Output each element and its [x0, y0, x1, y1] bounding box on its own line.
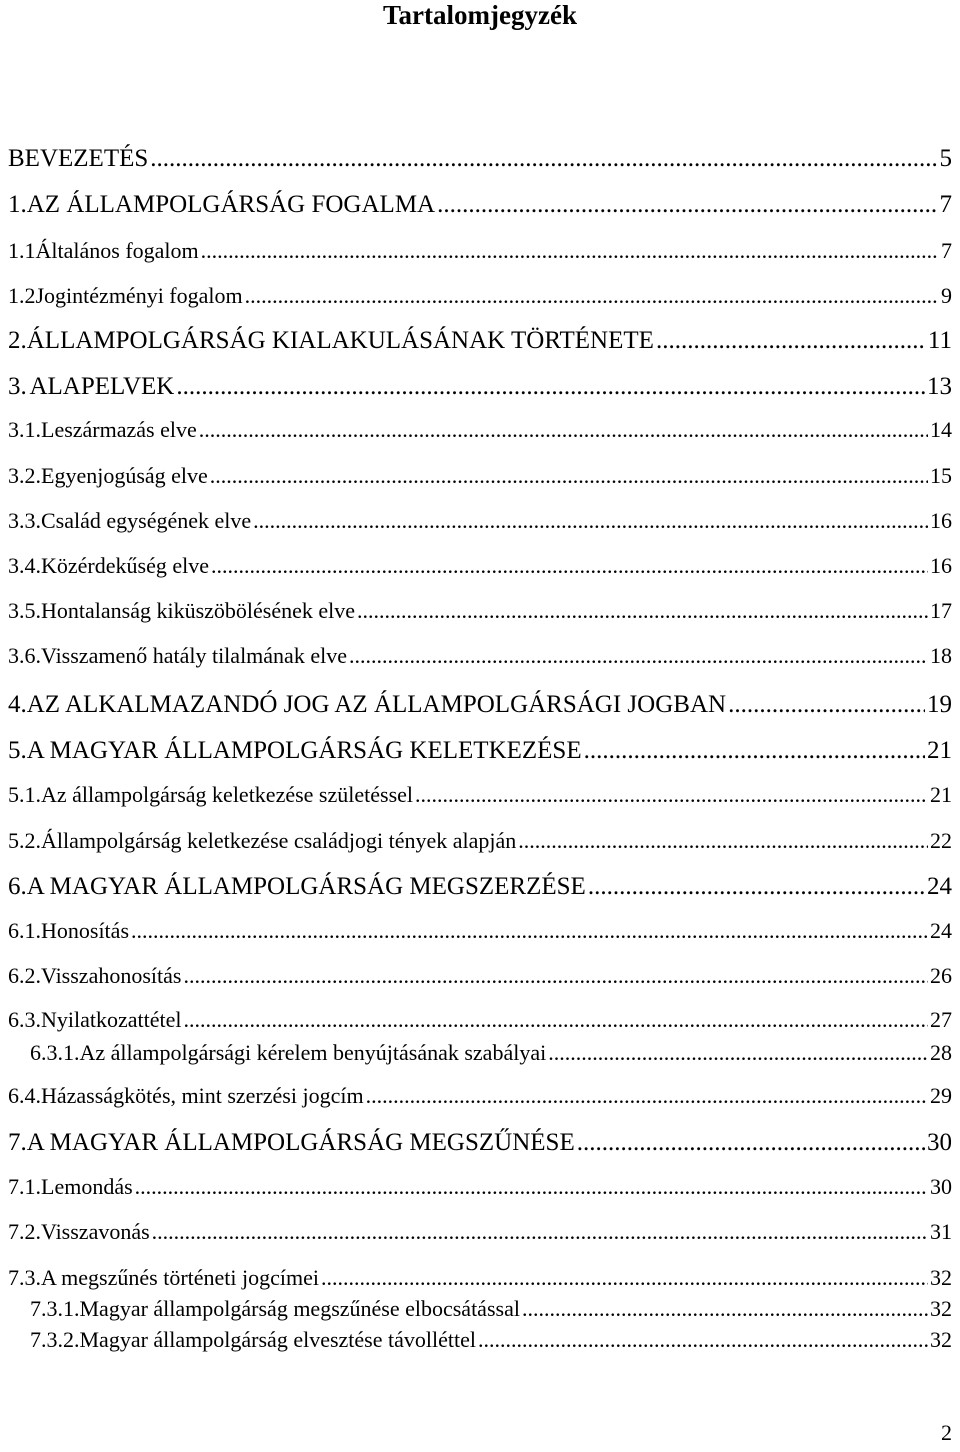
toc-entry-page: 30: [927, 1129, 952, 1156]
toc-entry[interactable]: [8, 417, 952, 443]
dot-leader: [728, 690, 925, 720]
toc-entry-label: Visszavonás: [41, 1219, 150, 1244]
toc-entry-number: 3.2.: [8, 463, 41, 488]
toc-entry-page: 21: [930, 782, 952, 807]
toc-entry-number: 6.: [8, 873, 27, 900]
toc-entry-label: Család egységének elve: [41, 508, 252, 533]
toc-entry[interactable]: [8, 283, 952, 309]
toc-entry-label: Lemondás: [41, 1174, 133, 1199]
toc-entry-page: 18: [930, 643, 952, 668]
toc-entry-number: 3.6.: [8, 643, 41, 668]
dot-leader: [201, 238, 939, 264]
dot-leader: [135, 1174, 928, 1200]
toc-entry-number: 5.: [8, 737, 27, 764]
toc-entry-label: Magyar állampolgárság megszűnése elbocsátással: [79, 1296, 520, 1321]
toc-entry-number: 6.3.: [8, 1007, 41, 1032]
toc-entry-number: 5.2.: [8, 828, 41, 853]
toc-entry-label: Állampolgárság keletkezése családjogi tények alapján: [41, 828, 517, 853]
toc-entry-number: 1.: [8, 191, 27, 218]
toc-entry-number: 7.: [8, 1129, 27, 1156]
dot-leader: [253, 508, 928, 534]
toc-entry-page: 14: [930, 417, 952, 442]
toc-entry[interactable]: [8, 918, 952, 944]
toc-entry[interactable]: [8, 1083, 952, 1109]
toc-entry-number: 7.3.: [8, 1265, 41, 1290]
toc-entry-page: 27: [930, 1007, 952, 1032]
dot-leader: [518, 828, 928, 854]
toc-entry-page: 13: [927, 373, 952, 400]
toc-entry[interactable]: [8, 828, 952, 854]
toc-entry[interactable]: [8, 1219, 952, 1245]
dot-leader: [366, 1083, 928, 1109]
toc-entry[interactable]: [30, 1296, 952, 1322]
toc-entry-number: 3.4.: [8, 553, 41, 578]
toc-entry[interactable]: [8, 1265, 952, 1291]
toc-entry-number: 7.3.1.: [30, 1296, 80, 1321]
toc-entry-page: 24: [930, 918, 952, 943]
dot-leader: [245, 283, 939, 309]
toc-entry[interactable]: [8, 463, 952, 489]
toc-entry-page: 16: [930, 508, 952, 533]
toc-entry-label: A MAGYAR ÁLLAMPOLGÁRSÁG MEGSZERZÉSE: [26, 873, 586, 900]
toc-entry-label: Általános fogalom: [35, 238, 199, 263]
toc-entry-page: 28: [930, 1040, 952, 1065]
toc-entry[interactable]: [8, 372, 952, 402]
toc-entry-page: 30: [930, 1174, 952, 1199]
toc-entry-number: 1.1: [8, 238, 36, 263]
toc-entry[interactable]: [8, 190, 952, 220]
toc-entry-label: Honosítás: [41, 918, 129, 943]
toc-entry-page: 32: [930, 1265, 952, 1290]
toc-entry[interactable]: [8, 1007, 952, 1033]
toc-entry-number: 3.1.: [8, 417, 41, 442]
toc-entry-number: 6.2.: [8, 963, 41, 988]
toc-entry-label: Az állampolgárság keletkezése születéssel: [41, 782, 414, 807]
toc-entry[interactable]: [8, 736, 952, 766]
toc-entry-label: Hontalanság kiküszöbölésének elve: [41, 598, 356, 623]
toc-entry[interactable]: [8, 1128, 952, 1158]
toc-entry-number: 6.1.: [8, 918, 41, 943]
toc-entry-label: Leszármazás elve: [41, 417, 197, 442]
toc-entry[interactable]: [8, 963, 952, 989]
dot-leader: [522, 1296, 928, 1322]
toc-entry-page: 5: [939, 145, 952, 172]
toc-entry-label: A MAGYAR ÁLLAMPOLGÁRSÁG KELETKEZÉSE: [26, 737, 582, 764]
toc-entry-label: Jogintézményi fogalom: [35, 283, 243, 308]
toc-entry-number: 7.2.: [8, 1219, 41, 1244]
dot-leader: [184, 1007, 929, 1033]
dot-leader: [210, 463, 928, 489]
toc-entry[interactable]: [30, 1040, 952, 1066]
toc-entry-page: 17: [930, 598, 952, 623]
toc-entry-number: 3.3.: [8, 508, 41, 533]
dot-leader: [357, 598, 928, 624]
toc-entry[interactable]: [8, 690, 952, 720]
toc-entry-label: AZ ÁLLAMPOLGÁRSÁG FOGALMA: [26, 191, 436, 218]
dot-leader: [588, 872, 925, 902]
toc-entry-page: 31: [930, 1219, 952, 1244]
toc-entry[interactable]: [8, 144, 952, 174]
toc-entry[interactable]: [8, 238, 952, 264]
page-number: 2: [941, 1420, 952, 1445]
dot-leader: [478, 1327, 928, 1353]
toc-entry-label: Közérdekűség elve: [41, 553, 209, 578]
dot-leader: [183, 963, 928, 989]
dot-leader: [437, 190, 937, 220]
toc-entry-number: 7.1.: [8, 1174, 41, 1199]
toc-entry-number: 3.5.: [8, 598, 41, 623]
toc-entry-label: A megszűnés történeti jogcímei: [41, 1265, 319, 1290]
toc-entry-number: 1.2: [8, 283, 36, 308]
toc-entry-page: 32: [930, 1296, 952, 1321]
toc-entry-page: 19: [927, 691, 952, 718]
toc-entry[interactable]: [8, 598, 952, 624]
toc-entry[interactable]: [30, 1327, 952, 1353]
toc-entry-page: 22: [930, 828, 952, 853]
dot-leader: [349, 643, 928, 669]
toc-entry-label: Nyilatkozattétel: [41, 1007, 182, 1032]
toc-entry[interactable]: [8, 872, 952, 902]
toc-entry-number: 5.1.: [8, 782, 41, 807]
dot-leader: [548, 1040, 928, 1066]
toc-entry-number: 3.: [8, 373, 27, 400]
toc-entry-page: 11: [927, 327, 952, 354]
dot-leader: [321, 1265, 928, 1291]
dot-leader: [150, 144, 937, 174]
toc-entry-label: ÁLLAMPOLGÁRSÁG KIALAKULÁSÁNAK TÖRTÉNETE: [26, 327, 654, 354]
toc-entry-page: 29: [930, 1083, 952, 1108]
toc-entry-page: 32: [930, 1327, 952, 1352]
toc-entry-page: 24: [927, 873, 952, 900]
toc-entry-label: A MAGYAR ÁLLAMPOLGÁRSÁG MEGSZŰNÉSE: [26, 1129, 575, 1156]
toc-entry-number: 7.3.2.: [30, 1327, 80, 1352]
dot-leader: [131, 918, 928, 944]
toc-entry[interactable]: [8, 508, 952, 534]
toc-entry[interactable]: [8, 643, 952, 669]
toc-entry-page: 15: [930, 463, 952, 488]
toc-entry-number: 6.4.: [8, 1083, 41, 1108]
toc-entry-label: ALAPELVEK: [29, 373, 175, 400]
toc-entry-number: 2.: [8, 327, 27, 354]
toc-entry[interactable]: [8, 326, 952, 356]
dot-leader: [176, 372, 925, 402]
toc-entry-page: 9: [941, 283, 952, 308]
toc-entry-page: 16: [930, 553, 952, 578]
toc-entry-label: Visszamenő hatály tilalmának elve: [41, 643, 347, 668]
dot-leader: [577, 1128, 925, 1158]
toc-entry-label: Egyenjogúság elve: [41, 463, 208, 488]
dot-leader: [415, 782, 928, 808]
dot-leader: [211, 553, 928, 579]
dot-leader: [152, 1219, 928, 1245]
toc-entry-label: Magyar állampolgárság elvesztése távolléttel: [79, 1327, 476, 1352]
toc-entry[interactable]: [8, 553, 952, 579]
dot-leader: [584, 736, 925, 766]
toc-entry-label: BEVEZETÉS: [8, 145, 149, 172]
toc-entry-page: 7: [941, 238, 952, 263]
dot-leader: [199, 417, 928, 443]
toc-entry-number: 4.: [8, 691, 27, 718]
toc-entry-label: AZ ALKALMAZANDÓ JOG AZ ÁLLAMPOLGÁRSÁGI JOGBAN: [26, 691, 727, 718]
toc-entry-number: 6.3.1.: [30, 1040, 80, 1065]
toc-entry-page: 7: [939, 191, 952, 218]
dot-leader: [656, 326, 926, 356]
toc-entry-page: 26: [930, 963, 952, 988]
toc-entry-label: Az állampolgársági kérelem benyújtásának szabályai: [79, 1040, 547, 1065]
toc-entry-label: Visszahonosítás: [41, 963, 182, 988]
toc-entry[interactable]: [8, 1174, 952, 1200]
toc-entry-label: Házasságkötés, mint szerzési jogcím: [41, 1083, 364, 1108]
page-title: Tartalomjegyzék: [383, 0, 577, 30]
toc-entry-page: 21: [927, 737, 952, 764]
toc-entry[interactable]: [8, 782, 952, 808]
